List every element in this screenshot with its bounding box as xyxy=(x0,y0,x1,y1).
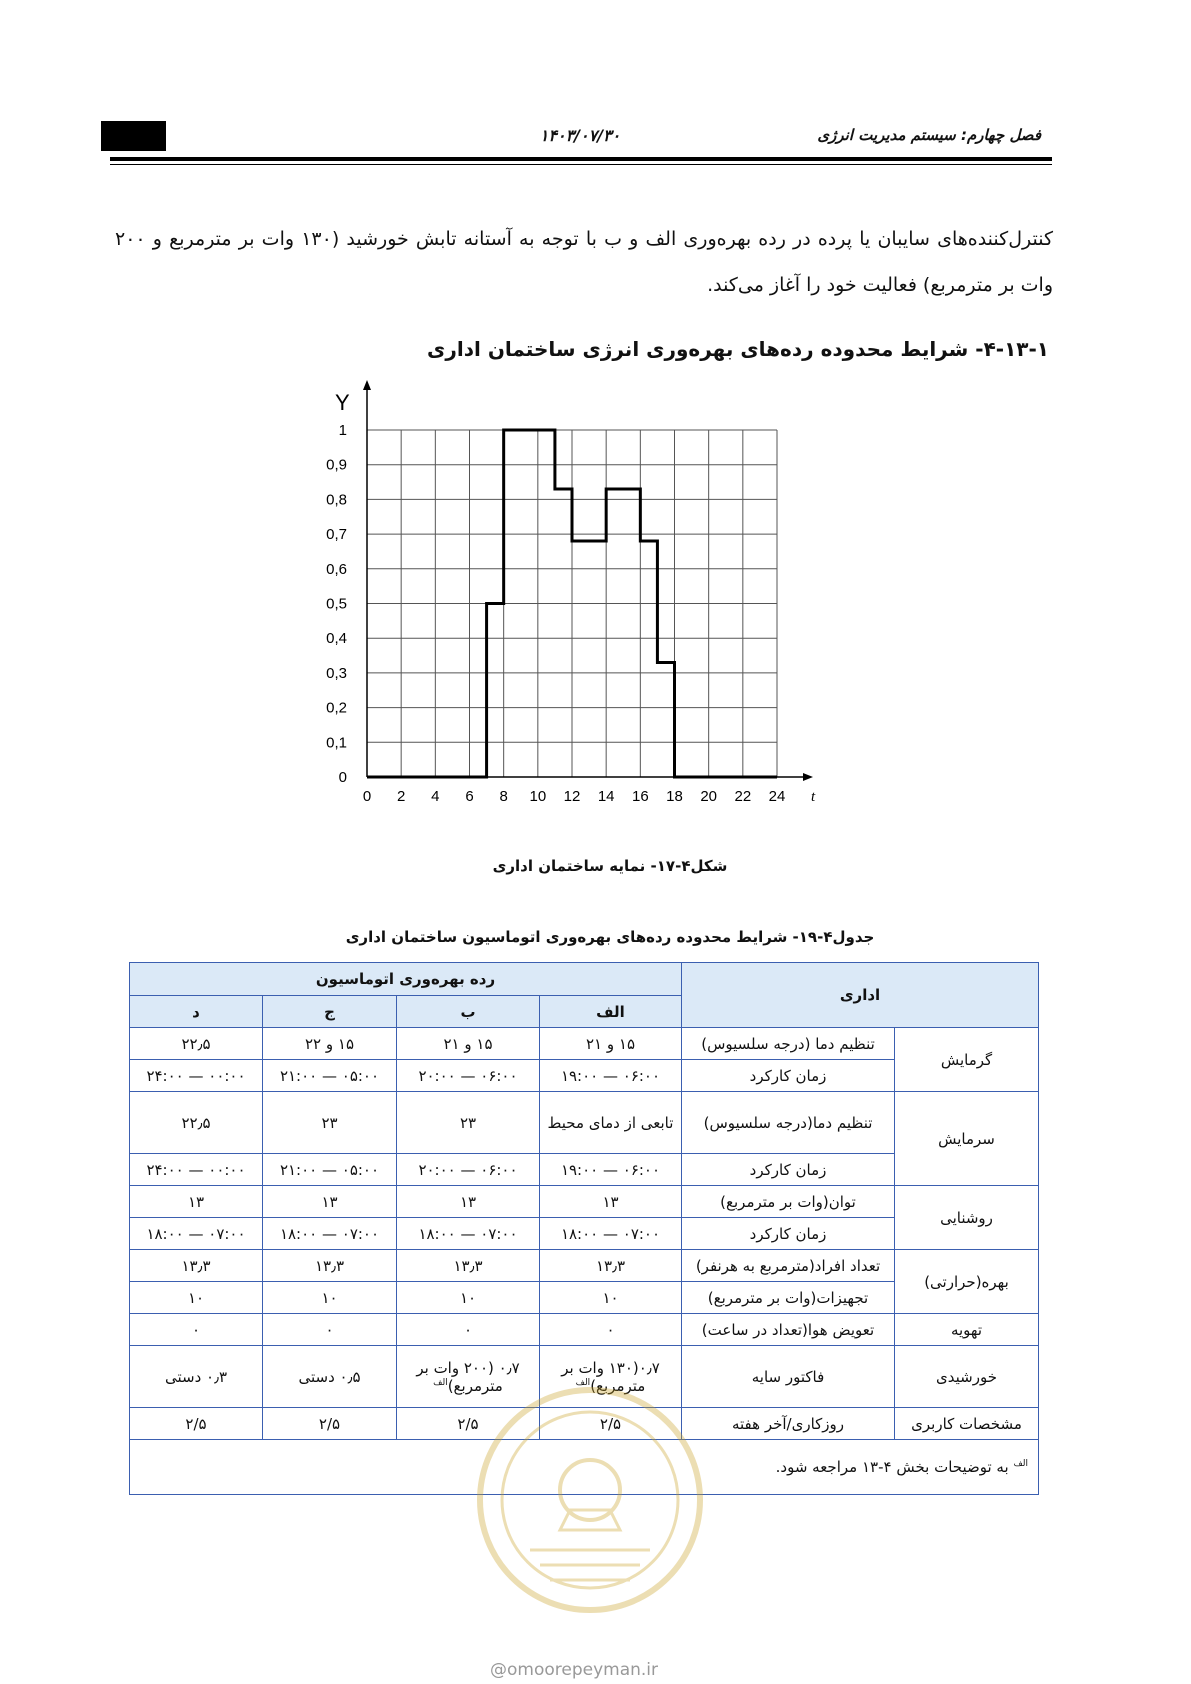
y-axis-label: Y xyxy=(335,390,350,415)
row-label: تعویض هوا(تعداد در ساعت) xyxy=(682,1314,895,1346)
value-text: ۱۵ و ۲۲ xyxy=(304,1034,355,1053)
x-tick-label: 0 xyxy=(362,788,372,805)
value-cell xyxy=(263,1028,397,1060)
chart-grid xyxy=(367,430,777,777)
value-cell xyxy=(540,1154,682,1186)
x-tick-label: 16 xyxy=(631,788,649,805)
x-tick-label: 14 xyxy=(597,788,615,805)
y-tick-label: 0,3 xyxy=(326,664,347,682)
value-text: ۱۳ xyxy=(459,1192,477,1211)
table-row xyxy=(130,1186,1039,1218)
row-label: زمان کارکرد xyxy=(682,1218,895,1250)
value-text: ۰۰:۰۰ — ۲۴:۰۰ xyxy=(146,1066,246,1085)
value-cell xyxy=(263,1346,397,1408)
value-text: ۰ xyxy=(606,1320,615,1339)
group-label: خورشیدی xyxy=(895,1346,1039,1408)
x-tick-label: 8 xyxy=(499,788,508,805)
value-cell xyxy=(540,1060,682,1092)
value-cell xyxy=(263,1060,397,1092)
value-cell xyxy=(397,1028,540,1060)
value-text: ۰٫۷ (۲۰۰ وات بر مترمربع) xyxy=(416,1358,520,1395)
class-header-je: ج xyxy=(263,996,397,1028)
row-label: تجهیزات(وات بر مترمربع) xyxy=(682,1282,895,1314)
row-label: تنظیم دما(درجه سلسیوس) xyxy=(682,1092,895,1154)
row-label: تعداد افراد(مترمربع به هرنفر) xyxy=(682,1250,895,1282)
value-cell xyxy=(130,1092,263,1154)
value-text: ۲۲٫۵ xyxy=(181,1113,211,1132)
group-label: روشنایی xyxy=(895,1186,1039,1250)
row-label: فاکتور سایه xyxy=(682,1346,895,1408)
value-text: ۱۵ و ۲۱ xyxy=(443,1034,493,1053)
footnote-marker: الف xyxy=(575,1377,591,1388)
table-row xyxy=(130,1250,1039,1282)
y-tick-label: 0 xyxy=(338,769,347,786)
value-text: ۱۰ xyxy=(459,1288,477,1307)
y-tick-label: 0,7 xyxy=(326,526,347,544)
table-row xyxy=(130,1314,1039,1346)
value-text: ۲۲٫۵ xyxy=(181,1034,211,1053)
value-text: ۰۵:۰۰ — ۲۱:۰۰ xyxy=(279,1066,380,1085)
value-cell xyxy=(130,1346,263,1408)
value-text: ۱۳ xyxy=(602,1192,619,1211)
class-header-alef: الف xyxy=(540,996,682,1028)
value-text: ۰۵:۰۰ — ۲۱:۰۰ xyxy=(279,1160,380,1179)
value-cell xyxy=(397,1250,540,1282)
section-heading: ۴-۱۳-۱- شرایط محدوده رده‌های بهره‌وری انرژی ساختمان اداری xyxy=(427,337,1049,361)
value-text: ۱۳ xyxy=(187,1192,205,1211)
row-label: توان(وات بر مترمربع) xyxy=(682,1186,895,1218)
value-cell xyxy=(263,1282,397,1314)
value-cell xyxy=(540,1092,682,1154)
value-cell xyxy=(130,1250,263,1282)
y-tick-label: 0,2 xyxy=(326,699,347,717)
value-cell xyxy=(397,1092,540,1154)
row-label: زمان کارکرد xyxy=(682,1154,895,1186)
value-cell xyxy=(397,1060,540,1092)
value-text: ۲۳ xyxy=(459,1113,477,1132)
value-text: ۰۶:۰۰ — ۱۹:۰۰ xyxy=(560,1066,661,1085)
group-label: مشخصات کاربری xyxy=(895,1408,1039,1440)
row-label: روزکاری/آخر هفته xyxy=(682,1408,895,1440)
figure-caption: شکل۴-۱۷- نمایه ساختمان اداری xyxy=(492,857,728,875)
value-text: ۱۳٫۳ xyxy=(595,1256,626,1275)
value-text: ۰ xyxy=(325,1320,334,1339)
y-tick-label: 0,9 xyxy=(326,456,347,474)
value-cell xyxy=(263,1154,397,1186)
value-text: ۲/۵ xyxy=(599,1414,622,1433)
value-cell xyxy=(397,1218,540,1250)
footnote-marker: الف xyxy=(433,1377,448,1388)
value-text: ۰۷:۰۰ — ۱۸:۰۰ xyxy=(279,1224,380,1243)
value-cell xyxy=(130,1282,263,1314)
x-tick-label: 6 xyxy=(465,788,474,805)
office-header: اداری xyxy=(682,963,1039,1028)
value-cell xyxy=(130,1314,263,1346)
group-label: سرمایش xyxy=(895,1092,1039,1186)
value-text: ۱۳٫۳ xyxy=(453,1256,483,1275)
value-text: ۰۷:۰۰ — ۱۸:۰۰ xyxy=(418,1224,518,1243)
value-text: ۰۶:۰۰ — ۲۰:۰۰ xyxy=(418,1160,518,1179)
x-axis-label: t xyxy=(811,789,816,805)
x-tick-label: 12 xyxy=(563,788,581,805)
value-text: ۱۰ xyxy=(321,1288,338,1307)
value-text: ۲/۵ xyxy=(185,1414,207,1433)
value-text: ۰۶:۰۰ — ۱۹:۰۰ xyxy=(560,1160,661,1179)
value-text: ۲۳ xyxy=(321,1113,338,1132)
group-label: تهویه xyxy=(895,1314,1039,1346)
value-text: ۰۰:۰۰ — ۲۴:۰۰ xyxy=(146,1160,246,1179)
body-paragraph: کنترل‌کننده‌های سایبان یا پرده در رده بهره‌وری الف و ب با توجه به آستانه تابش خورشید (۱۳۰ وات بر مترمربع و ۲۰۰ وات بر مترمربع) فعالیت خود را آغاز می‌کند. xyxy=(115,228,1053,296)
row-label: زمان کارکرد xyxy=(682,1060,895,1092)
x-axis-arrow-icon xyxy=(803,773,813,781)
value-text: ۰٫۳ دستی xyxy=(164,1367,228,1386)
x-tick-label: 20 xyxy=(700,788,718,805)
y-tick-label: 0,6 xyxy=(326,560,347,578)
automation-class-header: رده بهره‌وری اتوماسیون xyxy=(130,963,682,996)
value-cell xyxy=(130,1218,263,1250)
x-tick-label: 10 xyxy=(529,788,547,805)
value-text: ۱۵ و ۲۱ xyxy=(585,1034,636,1053)
value-cell xyxy=(540,1250,682,1282)
watermark-seal-icon xyxy=(470,1377,710,1620)
header-black-box xyxy=(101,121,166,151)
header-rule-thick xyxy=(110,157,1052,161)
y-axis-arrow-icon xyxy=(363,380,371,390)
value-text: ۰۶:۰۰ — ۲۰:۰۰ xyxy=(418,1066,518,1085)
row-label: تنظیم دما (درجه سلسیوس) xyxy=(682,1028,895,1060)
class-header-be: ب xyxy=(397,996,540,1028)
y-tick-label: 0,1 xyxy=(326,734,347,752)
x-tick-label: 24 xyxy=(768,788,786,805)
header-rule-thin xyxy=(110,164,1052,165)
table-row xyxy=(130,1028,1039,1060)
value-text: ۲/۵ xyxy=(457,1414,479,1433)
value-cell xyxy=(540,1028,682,1060)
value-text: ۰٫۵ دستی xyxy=(298,1367,361,1386)
header-chapter-title: فصل چهارم: سیستم مدیریت انرژی xyxy=(817,126,1041,144)
x-tick-label: 22 xyxy=(734,788,752,805)
watermark-site: @omoorepeyman.ir xyxy=(490,1660,659,1680)
value-cell xyxy=(397,1282,540,1314)
x-tick-label: 4 xyxy=(431,788,440,805)
step-chart xyxy=(300,380,880,820)
value-cell xyxy=(540,1282,682,1314)
value-cell xyxy=(397,1314,540,1346)
value-text: ۱۳٫۳ xyxy=(181,1256,211,1275)
value-text: ۱۳ xyxy=(321,1192,338,1211)
value-cell xyxy=(540,1314,682,1346)
y-tick-label: 0,4 xyxy=(326,630,347,648)
value-text: ۰ xyxy=(191,1320,201,1339)
y-tick-label: 0,5 xyxy=(326,595,347,613)
value-cell xyxy=(263,1218,397,1250)
value-cell xyxy=(130,1186,263,1218)
table-caption: جدول۴-۱۹- شرایط محدوده رده‌های بهره‌وری اتوماسیون ساختمان اداری xyxy=(345,928,875,946)
value-cell xyxy=(130,1028,263,1060)
y-tick-label: 1 xyxy=(338,422,347,439)
value-cell xyxy=(263,1250,397,1282)
value-text: ۱۰ xyxy=(602,1288,619,1307)
x-tick-label: 18 xyxy=(666,788,683,805)
note-text: به توضیحات بخش ۴-۱۳ مراجعه شود. xyxy=(775,1458,1009,1476)
value-text: تابعی از دمای محیط xyxy=(547,1113,674,1132)
value-cell xyxy=(263,1092,397,1154)
chart-axes xyxy=(363,380,813,781)
x-tick-label: 2 xyxy=(396,788,406,805)
class-header-dal: د xyxy=(130,996,263,1028)
value-text: ۲/۵ xyxy=(318,1414,341,1433)
value-cell xyxy=(130,1060,263,1092)
header-date: ۱۴۰۳/۰۷/۳۰ xyxy=(539,126,621,145)
value-text: ۰ xyxy=(463,1320,473,1339)
value-text: ۰٫۷(۱۳۰ وات بر مترمربع) xyxy=(561,1358,660,1395)
value-cell xyxy=(540,1218,682,1250)
value-cell xyxy=(263,1408,397,1440)
value-text: ۱۳٫۳ xyxy=(314,1256,345,1275)
value-cell xyxy=(263,1314,397,1346)
value-cell xyxy=(263,1186,397,1218)
table-row xyxy=(130,1092,1039,1154)
y-tick-label: 0,8 xyxy=(326,491,347,509)
value-cell xyxy=(397,1154,540,1186)
value-cell xyxy=(130,1408,263,1440)
value-cell xyxy=(397,1186,540,1218)
group-label: گرمایش xyxy=(895,1028,1039,1092)
group-label: بهره(حرارتی) xyxy=(895,1250,1039,1314)
value-text: ۰۷:۰۰ — ۱۸:۰۰ xyxy=(146,1224,246,1243)
value-text: ۰۷:۰۰ — ۱۸:۰۰ xyxy=(560,1224,661,1243)
value-text: ۱۰ xyxy=(187,1288,205,1307)
value-cell xyxy=(540,1186,682,1218)
value-cell xyxy=(130,1154,263,1186)
note-marker: الف xyxy=(1013,1459,1028,1469)
